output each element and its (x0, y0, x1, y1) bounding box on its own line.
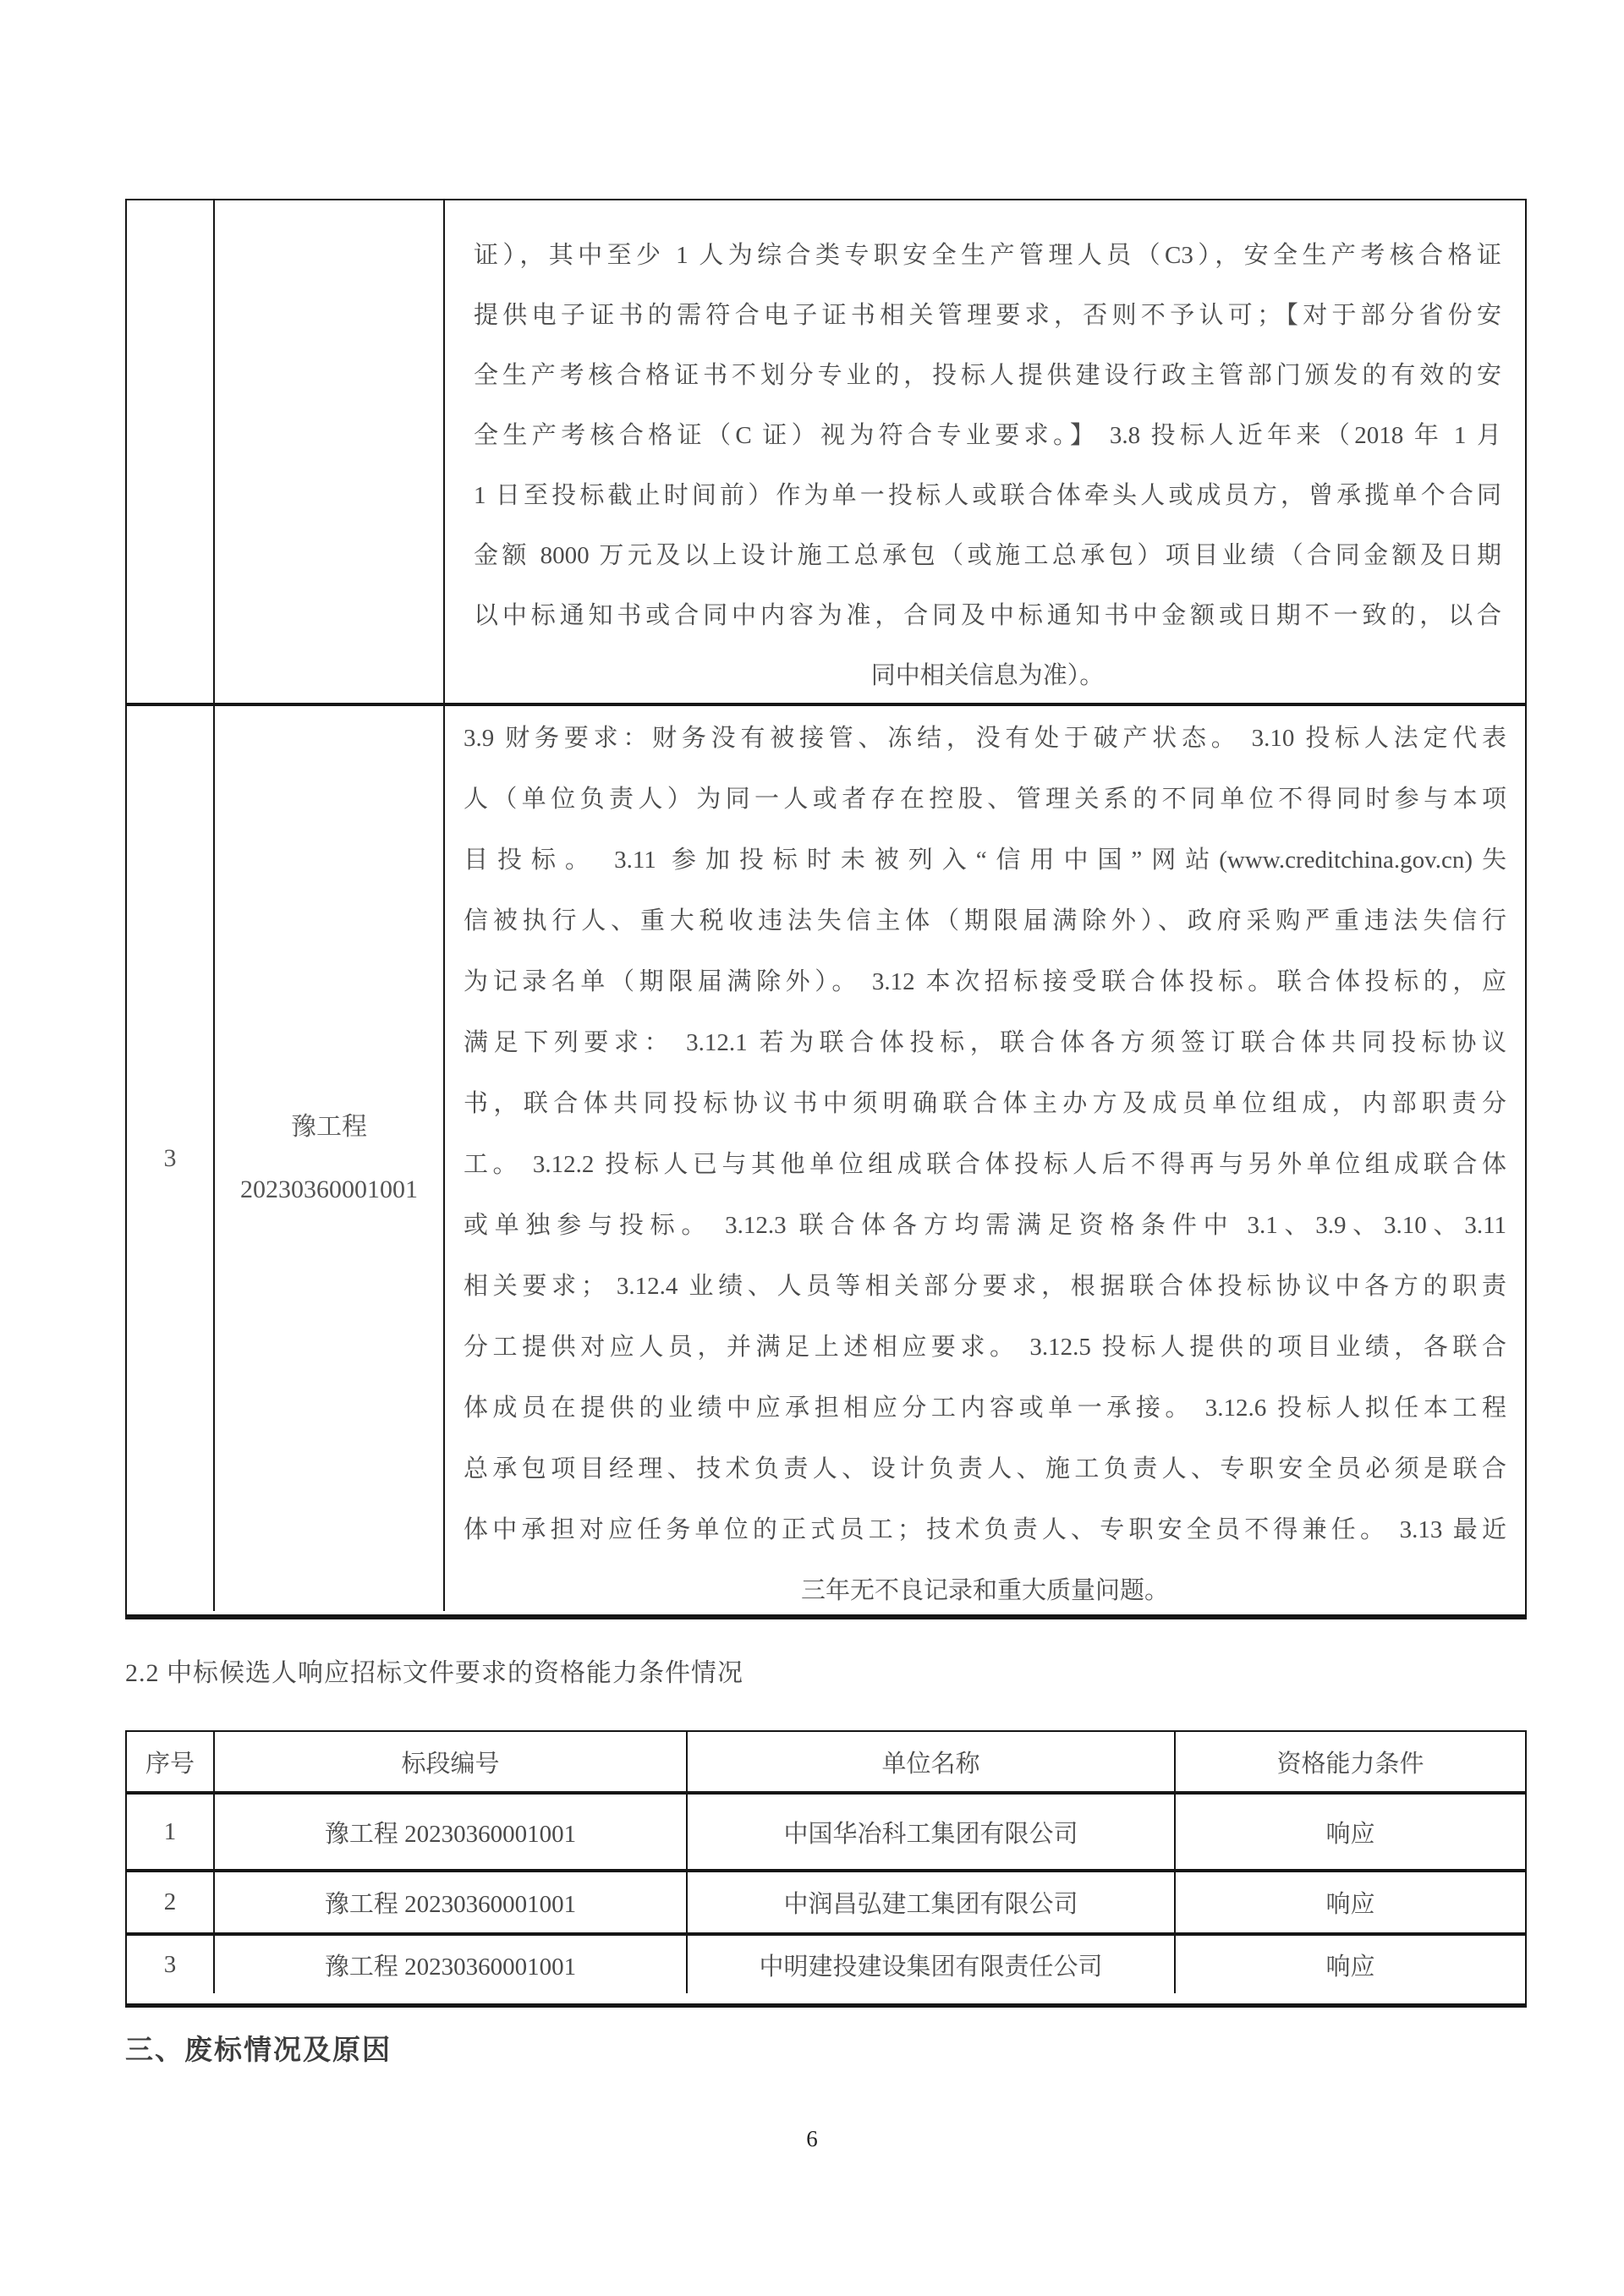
table-row (127, 706, 1525, 1611)
candidates-response-table (125, 1730, 1527, 2008)
table-cell: 1 (127, 1795, 215, 1869)
requirement-line: 1 日至投标截止时间前）作为单一投标人或联合体牵头人或成员方，曾承揽单个合同 (474, 482, 1501, 509)
table-cell: 豫工程 20230360001001 (215, 1936, 688, 1993)
column-header: 标段编号 (215, 1732, 688, 1791)
requirement-line: 三年无不良记录和重大质量问题。 (800, 1577, 1169, 1604)
table-cell: 中国华冶科工集团有限公司 (688, 1795, 1176, 1869)
column-header: 序号 (127, 1732, 215, 1791)
column-header: 单位名称 (688, 1732, 1176, 1791)
table-cell-seq: 3 (127, 706, 215, 1611)
page-number: 6 (806, 2126, 818, 2151)
requirement-line: 总承包项目经理、技术负责人、设计负责人、施工负责人、专职安全员必须是联合 (464, 1455, 1506, 1482)
table-cell-requirements (445, 200, 1525, 703)
section-name: 豫工程 (291, 1113, 367, 1141)
table-header-row (127, 1732, 1525, 1795)
table-row (127, 1795, 1525, 1872)
table-cell: 响应 (1325, 1891, 1375, 1918)
section-code: 20230360001001 (240, 1175, 418, 1203)
table-cell-seq (127, 200, 215, 703)
requirement-line: 体中承担对应任务单位的正式员工；技术负责人、专职安全员不得兼任。 3.13 最近 (464, 1516, 1506, 1543)
table-cell: 2 (127, 1872, 215, 1932)
section-3-heading: 三、废标情况及原因 (125, 2034, 392, 2065)
requirement-line: 提供电子证书的需符合电子证书相关管理要求，否则不予认可；【对于部分省份安 (474, 302, 1501, 329)
requirement-line: 满足下列要求： 3.12.1 若为联合体投标，联合体各方须签订联合体共同投标协议 (464, 1029, 1506, 1056)
table-cell-section-code (215, 706, 445, 1611)
requirement-line: 全生产考核合格证（C 证）视为符合专业要求。】 3.8 投标人近年来（2018 年 1 月 (474, 422, 1501, 449)
table-cell: 3 (127, 1936, 215, 1993)
table-cell: 豫工程 20230360001001 (215, 1872, 688, 1932)
requirement-line: 人（单位负责人）为同一人或者存在控股、管理关系的不同单位不得同时参与本项 (464, 786, 1506, 813)
requirement-line: 同中相关信息为准）。 (870, 662, 1105, 689)
requirement-line: 为记录名单（期限届满除外）。 3.12 本次招标接受联合体投标。联合体投标的，应 (464, 968, 1506, 995)
section-2-2-heading: 2.2 中标候选人响应招标文件要求的资格能力条件情况 (125, 1659, 743, 1687)
table-cell: 响应 (1325, 1820, 1375, 1848)
qualification-requirements-table (125, 199, 1527, 1619)
column-header: 资格能力条件 (1276, 1750, 1424, 1778)
table-cell-section-code (215, 200, 445, 703)
table-cell: 中润昌弘建工集团有限公司 (688, 1872, 1176, 1932)
requirement-line: 或单独参与投标。 3.12.3 联合体各方均需满足资格条件中 3.1、3.9、3.10、3.11 (464, 1212, 1506, 1239)
requirement-line: 体成员在提供的业绩中应承担相应分工内容或单一承接。 3.12.6 投标人拟任本工程 (464, 1395, 1506, 1422)
requirement-line: 金额 8000 万元及以上设计施工总承包（或施工总承包）项目业绩（合同金额及日期 (474, 542, 1501, 569)
requirement-line: 工。 3.12.2 投标人已与其他单位组成联合体投标人后不得再与另外单位组成联合体 (464, 1151, 1506, 1178)
table-row (127, 200, 1525, 706)
table-row (127, 1936, 1525, 1993)
requirement-line: 目投标。 3.11 参加投标时未被列入“信用中国”网站(www.creditchina.gov.cn)失 (464, 847, 1506, 874)
requirement-line: 书，联合体共同投标协议书中须明确联合体主办方及成员单位组成，内部职责分 (464, 1090, 1506, 1117)
table-cell: 豫工程 20230360001001 (215, 1795, 688, 1869)
requirement-line: 证），其中至少 1 人为综合类专职安全生产管理人员（C3），安全生产考核合格证 (474, 242, 1501, 269)
requirement-line: 相关要求； 3.12.4 业绩、人员等相关部分要求，根据联合体投标协议中各方的职责 (464, 1273, 1506, 1300)
table-cell: 中明建投建设集团有限责任公司 (688, 1936, 1176, 1993)
requirement-line: 3.9 财务要求：财务没有被接管、冻结，没有处于破产状态。 3.10 投标人法定代表 (464, 725, 1506, 752)
requirement-line: 信被执行人、重大税收违法失信主体（期限届满除外）、政府采购严重违法失信行 (464, 907, 1506, 934)
requirement-line: 以中标通知书或合同中内容为准，合同及中标通知书中金额或日期不一致的，以合 (474, 602, 1501, 629)
table-cell-requirements (445, 706, 1525, 1611)
requirement-line: 全生产考核合格证书不划分专业的，投标人提供建设行政主管部门颁发的有效的安 (474, 362, 1501, 389)
table-cell: 响应 (1325, 1953, 1375, 1981)
table-row (127, 1872, 1525, 1936)
requirement-line: 分工提供对应人员，并满足上述相应要求。 3.12.5 投标人提供的项目业绩，各联合 (464, 1334, 1506, 1361)
